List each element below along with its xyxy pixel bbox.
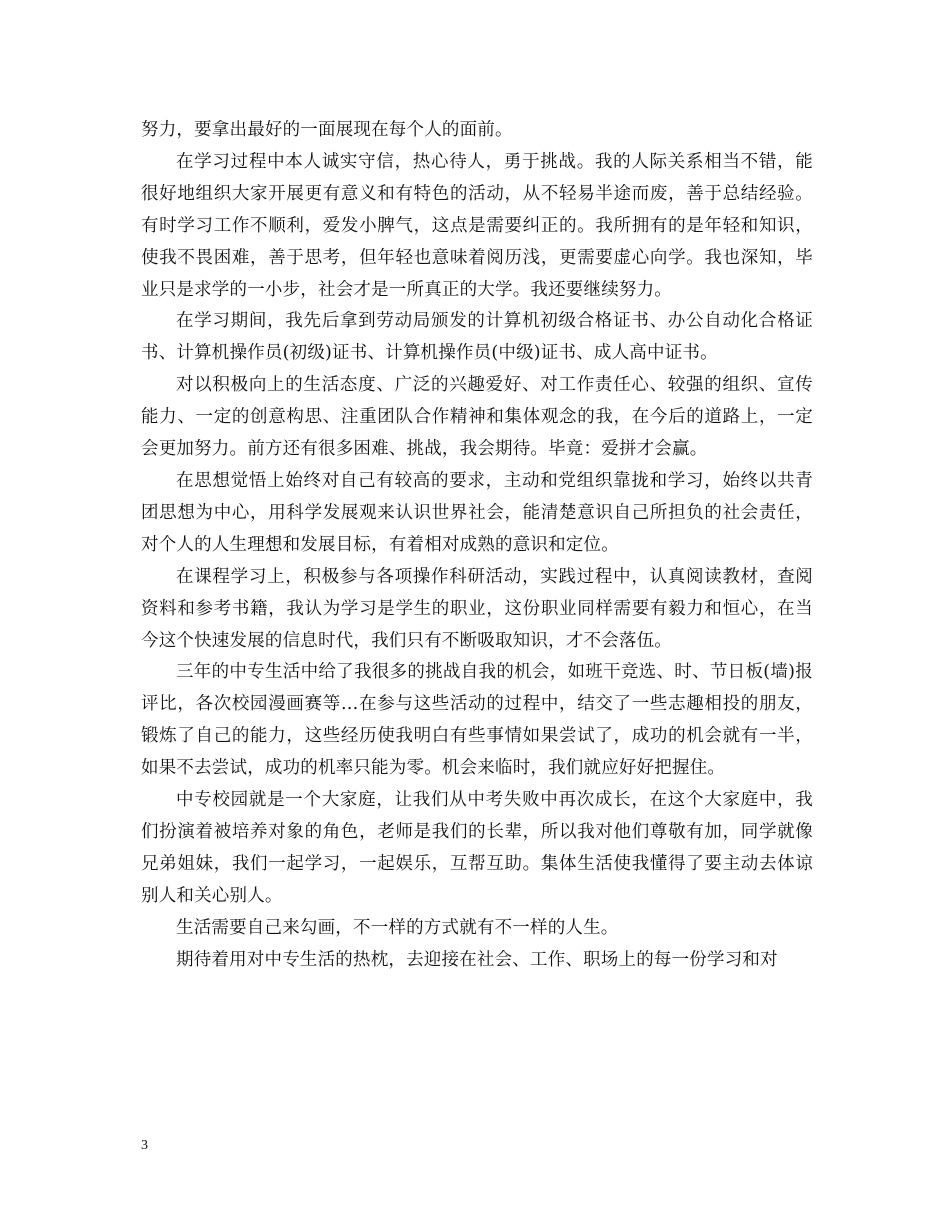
paragraph: 三年的中专生活中给了我很多的挑战自我的机会，如班干竞选、时、节日板(墙)报评比，各次校园漫画赛等…在参与这些活动的过程中，结交了一些志趣相投的朋友，锻炼了自己的能力，这些经历使我明白有些事情如果尝试了，成功的机会就有一半，如果不去尝试，成功的机率只能为零。机会来临时，我们就应好好把握住。 <box>141 662 813 779</box>
body-text <box>141 115 813 976</box>
paragraph: 在学习过程中本人诚实守信，热心待人，勇于挑战。我的人际关系相当不错，能很好地组织大家开展更有意义和有特色的活动，从不轻易半途而废，善于总结经验。有时学习工作不顺利，爱发小脾气，这点是需要纠正的。我所拥有的是年轻和知识，使我不畏困难，善于思考，但年轻也意味着阅历浅，更需要虚心向学。我也深知，毕业只是求学的一小步，社会才是一所真正的大学。我还要继续努力。 <box>141 151 813 300</box>
paragraph: 中专校园就是一个大家庭，让我们从中考失败中再次成长，在这个大家庭中，我们扮演着被培养对象的角色，老师是我们的长辈，所以我对他们尊敬有加，同学就像兄弟姐妹，我们一起学习，一起娱乐，互帮互助。集体生活使我懂得了要主动去体谅别人和关心别人。 <box>141 790 813 906</box>
page-number: 3 <box>141 1138 148 1153</box>
paragraph: 对以积极向上的生活态度、广泛的兴趣爱好、对工作责任心、较强的组织、宣传能力、一定的创意构思、注重团队合作精神和集体观念的我，在今后的道路上，一定会更加努力。前方还有很多困难、挑战，我会期待。毕竟：爱拼才会赢。 <box>141 375 813 460</box>
paragraph: 在课程学习上，积极参与各项操作科研活动，实践过程中，认真阅读教材，查阅资料和参考书籍，我认为学习是学生的职业，这份职业同样需要有毅力和恒心，在当今这个快速发展的信息时代，我们只有不断吸取知识，才不会落伍。 <box>141 566 813 651</box>
paragraph: 努力，要拿出最好的一面展现在每个人的面前。 <box>141 120 513 140</box>
paragraph: 在思想觉悟上始终对自己有较高的要求，主动和党组织靠拢和学习，始终以共青团思想为中心，用科学发展观来认识世界社会，能清楚意识自己所担负的社会责任，对个人的人生理想和发展目标，有着相对成熟的意识和定位。 <box>141 470 813 555</box>
paragraph: 在学习期间，我先后拿到劳动局颁发的计算机初级合格证书、办公自动化合格证书、计算机操作员(初级)证书、计算机操作员(中级)证书、成人高中证书。 <box>141 311 813 364</box>
paragraph: 期待着用对中专生活的热枕，去迎接在社会、工作、职场上的每一份学习和对 <box>176 949 778 970</box>
paragraph: 生活需要自己来勾画，不一样的方式就有不一样的人生。 <box>176 917 619 938</box>
